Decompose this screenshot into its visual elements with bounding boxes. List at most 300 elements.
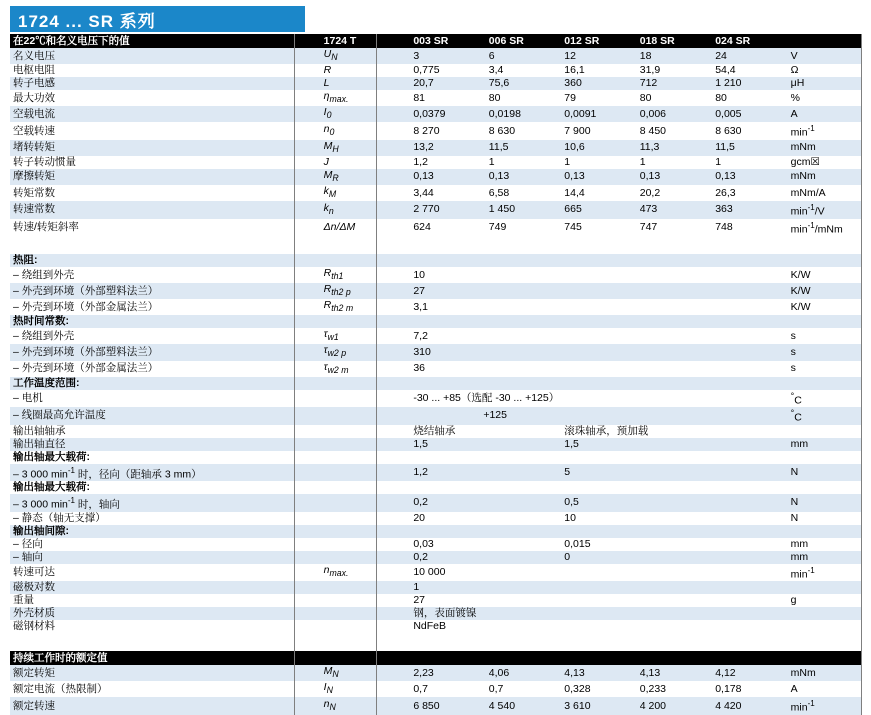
- row-value-0: 8 270: [410, 122, 485, 140]
- spec-row: [10, 185, 861, 201]
- spacer-row: [10, 642, 861, 651]
- row-label: 转子电感: [10, 77, 321, 90]
- column-divider-2: [861, 34, 862, 715]
- row-unit: A: [788, 681, 861, 697]
- row-value-2: 16,1: [561, 64, 636, 77]
- row-unit: N: [788, 494, 861, 512]
- row-label: 名义电压: [10, 48, 321, 64]
- row-symbol: $\tau_{w2 p}$: [321, 344, 411, 360]
- variant-header-0: 003 SR: [410, 34, 485, 48]
- row-value-0: 1,2: [410, 156, 485, 169]
- row-value-0: 0,13: [410, 169, 485, 185]
- row-value: 36: [410, 361, 787, 377]
- row-symbol: [321, 390, 411, 408]
- spec-row: [10, 538, 861, 551]
- row-value-4: 4 420: [712, 697, 787, 715]
- specifications-table: [10, 34, 861, 715]
- row-label: 电枢电阻: [10, 64, 321, 77]
- row-value: 310: [410, 344, 787, 360]
- thermal-section-title: 热阻:: [10, 254, 321, 267]
- row-label: – 绕组到外壳: [10, 267, 321, 283]
- row-value-4: 4,12: [712, 665, 787, 681]
- row-label: 转子转动惯量: [10, 156, 321, 169]
- row-unit: [788, 481, 861, 494]
- row-value-0: 0,775: [410, 64, 485, 77]
- row-label: – 3 000 $\min^{-1}$ 时，径向（距轴承 3 mm）: [10, 464, 321, 482]
- row-value-2: 3 610: [561, 697, 636, 715]
- row-value-1: 0,0198: [486, 106, 561, 122]
- spec-row: [10, 201, 861, 219]
- row-value-2: 4,13: [561, 665, 636, 681]
- section-title-row: [10, 481, 861, 494]
- row-symbol: $M_H$: [321, 140, 411, 156]
- column-divider-1: [376, 34, 377, 715]
- row-unit: mNm: [788, 169, 861, 185]
- row-value-a: 20: [410, 512, 561, 525]
- row-value-a: 烧结轴承: [410, 425, 561, 438]
- row-symbol: $\eta_{max.}$: [321, 90, 411, 106]
- row-value-2: 665: [561, 201, 636, 219]
- row-value-a: 1,2: [410, 464, 561, 482]
- row-label: 空载转速: [10, 122, 321, 140]
- row-unit: [788, 607, 861, 620]
- row-symbol: $R_{th2 m}$: [321, 299, 411, 315]
- row-value: 7,2: [410, 328, 787, 344]
- row-symbol: [321, 538, 411, 551]
- section-title-row: [10, 315, 861, 328]
- spec-row: [10, 106, 861, 122]
- row-unit: [788, 254, 861, 267]
- row-symbol: $n_N$: [321, 697, 411, 715]
- row-symbol: [321, 451, 411, 464]
- row-value-0: 0,7: [410, 681, 485, 697]
- row-value-4: 80: [712, 90, 787, 106]
- spec-row: [10, 390, 861, 408]
- row-value-3: 0,006: [637, 106, 712, 122]
- page-title: 1724 ... SR 系列: [18, 11, 156, 31]
- table-body: [10, 34, 861, 715]
- row-label: 转速常数: [10, 201, 321, 219]
- row-unit: K/W: [788, 299, 861, 315]
- row-symbol: $k_M$: [321, 185, 411, 201]
- row-value-b: 5: [561, 464, 787, 482]
- row-value-1: 75,6: [486, 77, 561, 90]
- row-value-a: 1,5: [410, 438, 561, 451]
- row-symbol: $M_R$: [321, 169, 411, 185]
- row-symbol: [321, 438, 411, 451]
- row-value: [410, 451, 787, 464]
- row-value-2: 745: [561, 219, 636, 237]
- row-label: 转矩常数: [10, 185, 321, 201]
- row-unit: [788, 581, 861, 594]
- row-value: NdFeB: [410, 620, 787, 633]
- row-value-0: 0,0379: [410, 106, 485, 122]
- row-unit: [788, 377, 861, 390]
- row-value-2: 14,4: [561, 185, 636, 201]
- row-value: 27: [410, 283, 787, 299]
- row-symbol: $\tau_{w1}$: [321, 328, 411, 344]
- row-label: 输出轴直径: [10, 438, 321, 451]
- spacer-row: [10, 633, 861, 642]
- row-symbol: J: [321, 156, 411, 169]
- row-symbol: [321, 607, 411, 620]
- row-value-a: 0,03: [410, 538, 561, 551]
- row-value-1: 6: [486, 48, 561, 64]
- row-value-1: 80: [486, 90, 561, 106]
- row-symbol: $R_{th1}$: [321, 267, 411, 283]
- row-value-3: 0,13: [637, 169, 712, 185]
- row-value: +125: [410, 407, 787, 425]
- row-unit: mNm: [788, 665, 861, 681]
- row-symbol: [321, 551, 411, 564]
- row-value-0: 2,23: [410, 665, 485, 681]
- row-value-3: 4 200: [637, 697, 712, 715]
- spec-row: [10, 564, 861, 582]
- row-unit: mNm/A: [788, 185, 861, 201]
- row-unit: K/W: [788, 283, 861, 299]
- row-symbol: [321, 407, 411, 425]
- row-value-4: 26,3: [712, 185, 787, 201]
- spec-row: [10, 344, 861, 360]
- row-value-3: 31,9: [637, 64, 712, 77]
- row-symbol: [321, 377, 411, 390]
- row-symbol: [321, 315, 411, 328]
- row-value-b: 0: [561, 551, 787, 564]
- timeconst-section-title: 热时间常数:: [10, 315, 321, 328]
- row-value-0: 624: [410, 219, 485, 237]
- row-value-b: 0,015: [561, 538, 787, 551]
- spacer-row: [10, 236, 861, 245]
- row-symbol: $U_N$: [321, 48, 411, 64]
- table-header-row: [10, 34, 861, 48]
- row-symbol: $n_{max.}$: [321, 564, 411, 582]
- rated-row: [10, 665, 861, 681]
- row-value-1: 0,7: [486, 681, 561, 697]
- section-title-row: [10, 525, 861, 538]
- row-value-1: 1 450: [486, 201, 561, 219]
- row-value-2: 0,328: [561, 681, 636, 697]
- row-label: – 轴向: [10, 551, 321, 564]
- row-unit: [788, 451, 861, 464]
- column-divider-0: [294, 34, 295, 715]
- row-unit: N: [788, 464, 861, 482]
- row-value-2: 0,0091: [561, 106, 636, 122]
- row-value-b: 10: [561, 512, 787, 525]
- row-label: 空载电流: [10, 106, 321, 122]
- variant-header-3: 018 SR: [637, 34, 712, 48]
- series-column-header: 1724 T: [321, 34, 411, 48]
- spec-row: [10, 48, 861, 64]
- spec-row: [10, 156, 861, 169]
- row-value-a: 0,2: [410, 494, 561, 512]
- spec-row: [10, 407, 861, 425]
- spacer-cell: [10, 236, 861, 245]
- row-unit: $\min^{-1}$: [788, 122, 861, 140]
- row-label: – 径向: [10, 538, 321, 551]
- row-symbol: Δn/ΔM: [321, 219, 411, 237]
- spacer-cell: [10, 245, 861, 254]
- row-value: [410, 254, 787, 267]
- row-unit: °C: [788, 407, 861, 425]
- row-value-1: 3,4: [486, 64, 561, 77]
- row-unit: g: [788, 594, 861, 607]
- row-value-b: 0,5: [561, 494, 787, 512]
- load-section-title: 输出轴最大载荷:: [10, 451, 321, 464]
- row-value-4: 748: [712, 219, 787, 237]
- row-symbol: [321, 581, 411, 594]
- row-label: 外壳材质: [10, 607, 321, 620]
- row-value-1: 11,5: [486, 140, 561, 156]
- row-label: 磁钢材料: [10, 620, 321, 633]
- row-value: 3,1: [410, 299, 787, 315]
- row-symbol: R: [321, 64, 411, 77]
- section-title-row: [10, 377, 861, 390]
- row-value-3: 4,13: [637, 665, 712, 681]
- row-unit: [788, 425, 861, 438]
- spec-row: [10, 328, 861, 344]
- row-unit: V: [788, 48, 861, 64]
- spec-row: [10, 267, 861, 283]
- row-value: -30 ... +85（选配 -30 ... +125）: [410, 390, 787, 408]
- row-value: [410, 525, 787, 538]
- row-label: 额定转矩: [10, 665, 321, 681]
- section-title-row: [10, 451, 861, 464]
- row-unit: s: [788, 328, 861, 344]
- row-value: 1: [410, 581, 787, 594]
- row-value-3: 8 450: [637, 122, 712, 140]
- row-value-4: 1 210: [712, 77, 787, 90]
- row-value: 10: [410, 267, 787, 283]
- row-value-3: 1: [637, 156, 712, 169]
- row-label: 转速可达: [10, 564, 321, 582]
- row-unit: °C: [788, 390, 861, 408]
- row-label: – 3 000 $\min^{-1}$ 时，轴向: [10, 494, 321, 512]
- spacer-row: [10, 245, 861, 254]
- variant-col-0: [410, 651, 485, 665]
- section-header-label: 在22℃和名义电压下的值: [10, 34, 321, 48]
- row-value-2: 79: [561, 90, 636, 106]
- row-unit: mm: [788, 551, 861, 564]
- row-value-1: 4 540: [486, 697, 561, 715]
- row-value-0: 6 850: [410, 697, 485, 715]
- row-symbol: L: [321, 77, 411, 90]
- row-label: – 外壳到环境（外部塑料法兰）: [10, 283, 321, 299]
- row-unit: A: [788, 106, 861, 122]
- row-value-4: 54,4: [712, 64, 787, 77]
- row-unit: K/W: [788, 267, 861, 283]
- load-section-title-2: 输出轴最大载荷:: [10, 481, 321, 494]
- row-value-b: 1,5: [561, 438, 787, 451]
- row-label: – 绕组到外壳: [10, 328, 321, 344]
- row-value-3: 18: [637, 48, 712, 64]
- row-unit: Ω: [788, 64, 861, 77]
- temp-section-title: 工作温度范围:: [10, 377, 321, 390]
- spacer-cell: [10, 633, 861, 642]
- rated-row: [10, 681, 861, 697]
- row-unit: $\min^{-1}$/mNm: [788, 219, 861, 237]
- row-symbol: [321, 425, 411, 438]
- row-unit: [788, 315, 861, 328]
- spec-row: [10, 607, 861, 620]
- row-value-0: 20,7: [410, 77, 485, 90]
- row-value-4: 1: [712, 156, 787, 169]
- row-value-4: 8 630: [712, 122, 787, 140]
- row-symbol: $I_N$: [321, 681, 411, 697]
- spec-row: [10, 90, 861, 106]
- row-label: 摩擦转矩: [10, 169, 321, 185]
- row-value-1: 0,13: [486, 169, 561, 185]
- unit-col: [788, 651, 861, 665]
- row-symbol: [321, 254, 411, 267]
- row-label: 输出轴轴承: [10, 425, 321, 438]
- spec-row: [10, 494, 861, 512]
- row-value-2: 360: [561, 77, 636, 90]
- title-bar: [10, 6, 305, 32]
- row-label: – 电机: [10, 390, 321, 408]
- row-value-2: 10,6: [561, 140, 636, 156]
- row-unit: mNm: [788, 140, 861, 156]
- row-label: 重量: [10, 594, 321, 607]
- row-value: 10 000: [410, 564, 787, 582]
- row-value-1: 8 630: [486, 122, 561, 140]
- row-unit: mm: [788, 538, 861, 551]
- row-value-2: 7 900: [561, 122, 636, 140]
- row-value-0: 3,44: [410, 185, 485, 201]
- row-symbol: [321, 464, 411, 482]
- row-value-0: 3: [410, 48, 485, 64]
- row-value-4: 363: [712, 201, 787, 219]
- spec-row: [10, 64, 861, 77]
- row-value: [410, 481, 787, 494]
- variant-col-4: [712, 651, 787, 665]
- spec-row: [10, 169, 861, 185]
- row-value-4: 0,005: [712, 106, 787, 122]
- unit-column-header: [788, 34, 861, 48]
- row-value-4: 11,5: [712, 140, 787, 156]
- series-col: [321, 651, 411, 665]
- row-label: 最大功效: [10, 90, 321, 106]
- row-unit: [788, 620, 861, 633]
- spec-row: [10, 299, 861, 315]
- row-unit: [788, 525, 861, 538]
- spec-row: [10, 438, 861, 451]
- row-unit: $\min^{-1}$: [788, 697, 861, 715]
- row-value-3: 11,3: [637, 140, 712, 156]
- rated-row: [10, 697, 861, 715]
- row-value-4: 0,178: [712, 681, 787, 697]
- row-unit: %: [788, 90, 861, 106]
- row-unit: mm: [788, 438, 861, 451]
- row-symbol: [321, 481, 411, 494]
- spec-row: [10, 140, 861, 156]
- row-symbol: $I_0$: [321, 106, 411, 122]
- spec-row: [10, 122, 861, 140]
- row-value-b: 滚珠轴承，预加载: [561, 425, 787, 438]
- row-symbol: $M_N$: [321, 665, 411, 681]
- spec-row: [10, 425, 861, 438]
- row-label: 额定转速: [10, 697, 321, 715]
- row-value-2: 12: [561, 48, 636, 64]
- row-label: 额定电流（热限制）: [10, 681, 321, 697]
- row-symbol: [321, 525, 411, 538]
- variant-header-2: 012 SR: [561, 34, 636, 48]
- spec-row: [10, 620, 861, 633]
- spec-row: [10, 594, 861, 607]
- row-value-3: 747: [637, 219, 712, 237]
- row-unit: gcm☒: [788, 156, 861, 169]
- row-value-2: 1: [561, 156, 636, 169]
- play-section-title: 输出轴间隙:: [10, 525, 321, 538]
- row-unit: μH: [788, 77, 861, 90]
- row-value: [410, 377, 787, 390]
- row-value-a: 0,2: [410, 551, 561, 564]
- row-label: – 静态（轴无支撑）: [10, 512, 321, 525]
- rated-header-row: [10, 651, 861, 665]
- row-symbol: $n_0$: [321, 122, 411, 140]
- row-value-3: 0,233: [637, 681, 712, 697]
- row-label: – 线圈最高允许温度: [10, 407, 321, 425]
- variant-col-3: [637, 651, 712, 665]
- row-value-3: 473: [637, 201, 712, 219]
- row-value-1: 4,06: [486, 665, 561, 681]
- row-symbol: $k_n$: [321, 201, 411, 219]
- row-value-1: 6,58: [486, 185, 561, 201]
- row-unit: $\min^{-1}$: [788, 564, 861, 582]
- row-symbol: [321, 594, 411, 607]
- row-symbol: $\tau_{w2 m}$: [321, 361, 411, 377]
- row-symbol: [321, 512, 411, 525]
- spec-row: [10, 551, 861, 564]
- row-value-2: 0,13: [561, 169, 636, 185]
- row-symbol: [321, 620, 411, 633]
- spec-row: [10, 512, 861, 525]
- row-unit: s: [788, 344, 861, 360]
- row-label: 磁极对数: [10, 581, 321, 594]
- row-symbol: $R_{th2 p}$: [321, 283, 411, 299]
- row-symbol: [321, 494, 411, 512]
- row-value-3: 20,2: [637, 185, 712, 201]
- row-value: [410, 315, 787, 328]
- spec-row: [10, 361, 861, 377]
- spec-row: [10, 464, 861, 482]
- row-value-4: 24: [712, 48, 787, 64]
- row-label: 转速/转矩斜率: [10, 219, 321, 237]
- row-label: – 外壳到环境（外部金属法兰）: [10, 361, 321, 377]
- row-value-3: 80: [637, 90, 712, 106]
- row-label: – 外壳到环境（外部塑料法兰）: [10, 344, 321, 360]
- row-label: – 外壳到环境（外部金属法兰）: [10, 299, 321, 315]
- variant-header-4: 024 SR: [712, 34, 787, 48]
- row-unit: s: [788, 361, 861, 377]
- variant-col-2: [561, 651, 636, 665]
- row-value-4: 0,13: [712, 169, 787, 185]
- row-value-0: 81: [410, 90, 485, 106]
- section-title-row: [10, 254, 861, 267]
- row-value-0: 13,2: [410, 140, 485, 156]
- row-value-0: 2 770: [410, 201, 485, 219]
- row-value-1: 1: [486, 156, 561, 169]
- row-value-3: 712: [637, 77, 712, 90]
- rated-section-label: 持续工作时的额定值: [10, 651, 321, 665]
- variant-header-1: 006 SR: [486, 34, 561, 48]
- spec-row: [10, 77, 861, 90]
- spec-row: [10, 219, 861, 237]
- row-unit: $\min^{-1}/V$: [788, 201, 861, 219]
- row-value-1: 749: [486, 219, 561, 237]
- row-unit: N: [788, 512, 861, 525]
- row-value: 钢，表面镀镍: [410, 607, 787, 620]
- spec-row: [10, 581, 861, 594]
